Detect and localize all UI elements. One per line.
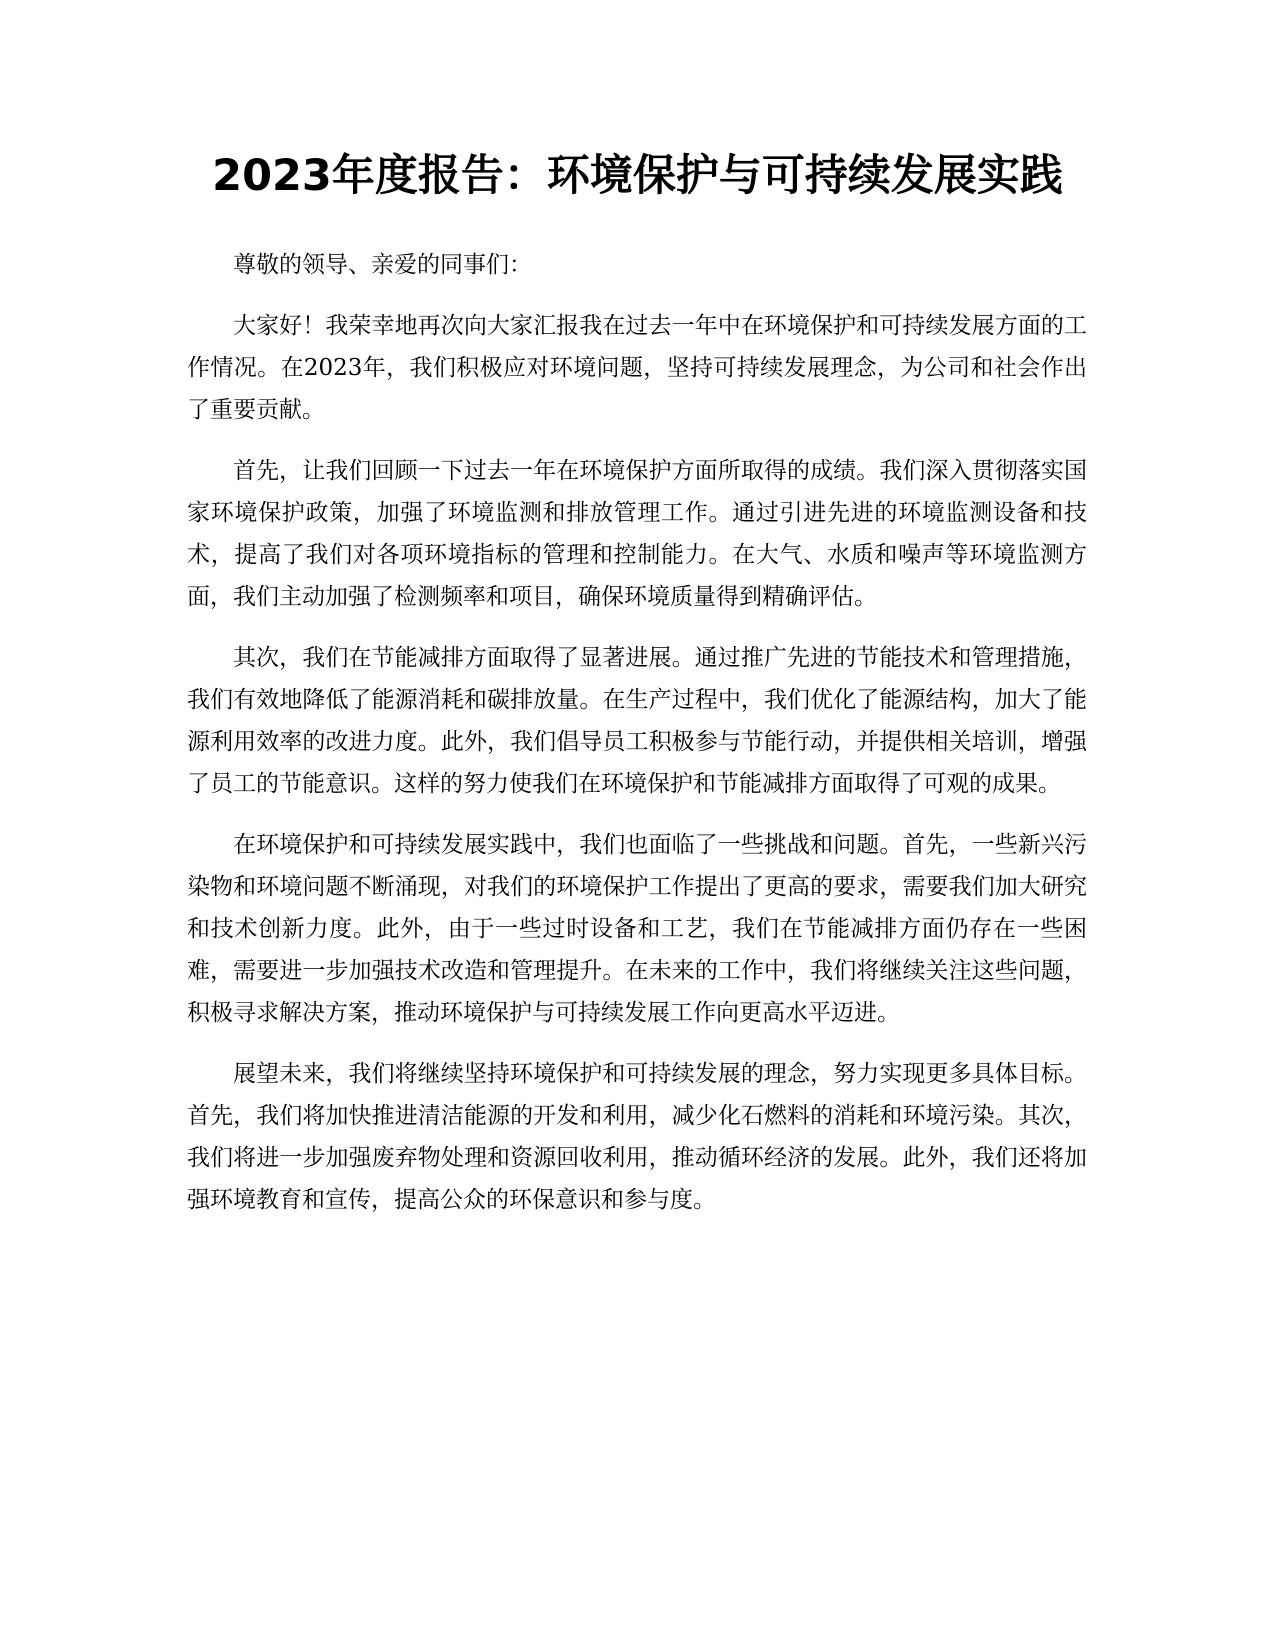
paragraph-outlook: 展望未来，我们将继续坚持环境保护和可持续发展的理念，努力实现更多具体目标。首先，我们将加快推进清洁能源的开发和利用，减少化石燃料的消耗和环境污染。其次，我们将进一步加强废弃物处理和资源回收利用，推动循环经济的发展。此外，我们还将加强环境教育和宣传，提高公众的环保意识和参与度。 [187, 1061, 1087, 1213]
paragraph-achievements: 首先，让我们回顾一下过去一年在环境保护方面所取得的成绩。我们深入贯彻落实国家环境保护政策，加强了环境监测和排放管理工作。通过引进先进的环境监测设备和技术，提高了我们对各项环境指标的管理和控制能力。在大气、水质和噪声等环境监测方面，我们主动加强了检测频率和项目，确保环境质量得到精确评估。 [187, 458, 1087, 610]
salutation: 尊敬的领导、亲爱的同事们： [233, 252, 532, 278]
document-title: 2023年度报告：环境保护与可持续发展实践 [212, 151, 1063, 201]
paragraph-challenges: 在环境保护和可持续发展实践中，我们也面临了一些挑战和问题。首先，一些新兴污染物和环境问题不断涌现，对我们的环境保护工作提出了更高的要求，需要我们加大研究和技术创新力度。此外，由于一些过时设备和工艺，我们在节能减排方面仍存在一些困难，需要进一步加强技术改造和管理提升。在未来的工作中，我们将继续关注这些问题，积极寻求解决方案，推动环境保护与可持续发展工作向更高水平迈进。 [187, 832, 1087, 1026]
paragraph-energy-saving: 其次，我们在节能减排方面取得了显著进展。通过推广先进的节能技术和管理措施，我们有效地降低了能源消耗和碳排放量。在生产过程中，我们优化了能源结构，加大了能源利用效率的改进力度。此外，我们倡导员工积极参与节能行动，并提供相关培训，增强了员工的节能意识。这样的努力使我们在环境保护和节能减排方面取得了可观的成果。 [187, 645, 1087, 797]
document-body [187, 244, 1087, 1240]
paragraph-greeting: 大家好！我荣幸地再次向大家汇报我在过去一年中在环境保护和可持续发展方面的工作情况。在2023年，我们积极应对环境问题，坚持可持续发展理念，为公司和社会作出了重要贡献。 [187, 313, 1087, 423]
